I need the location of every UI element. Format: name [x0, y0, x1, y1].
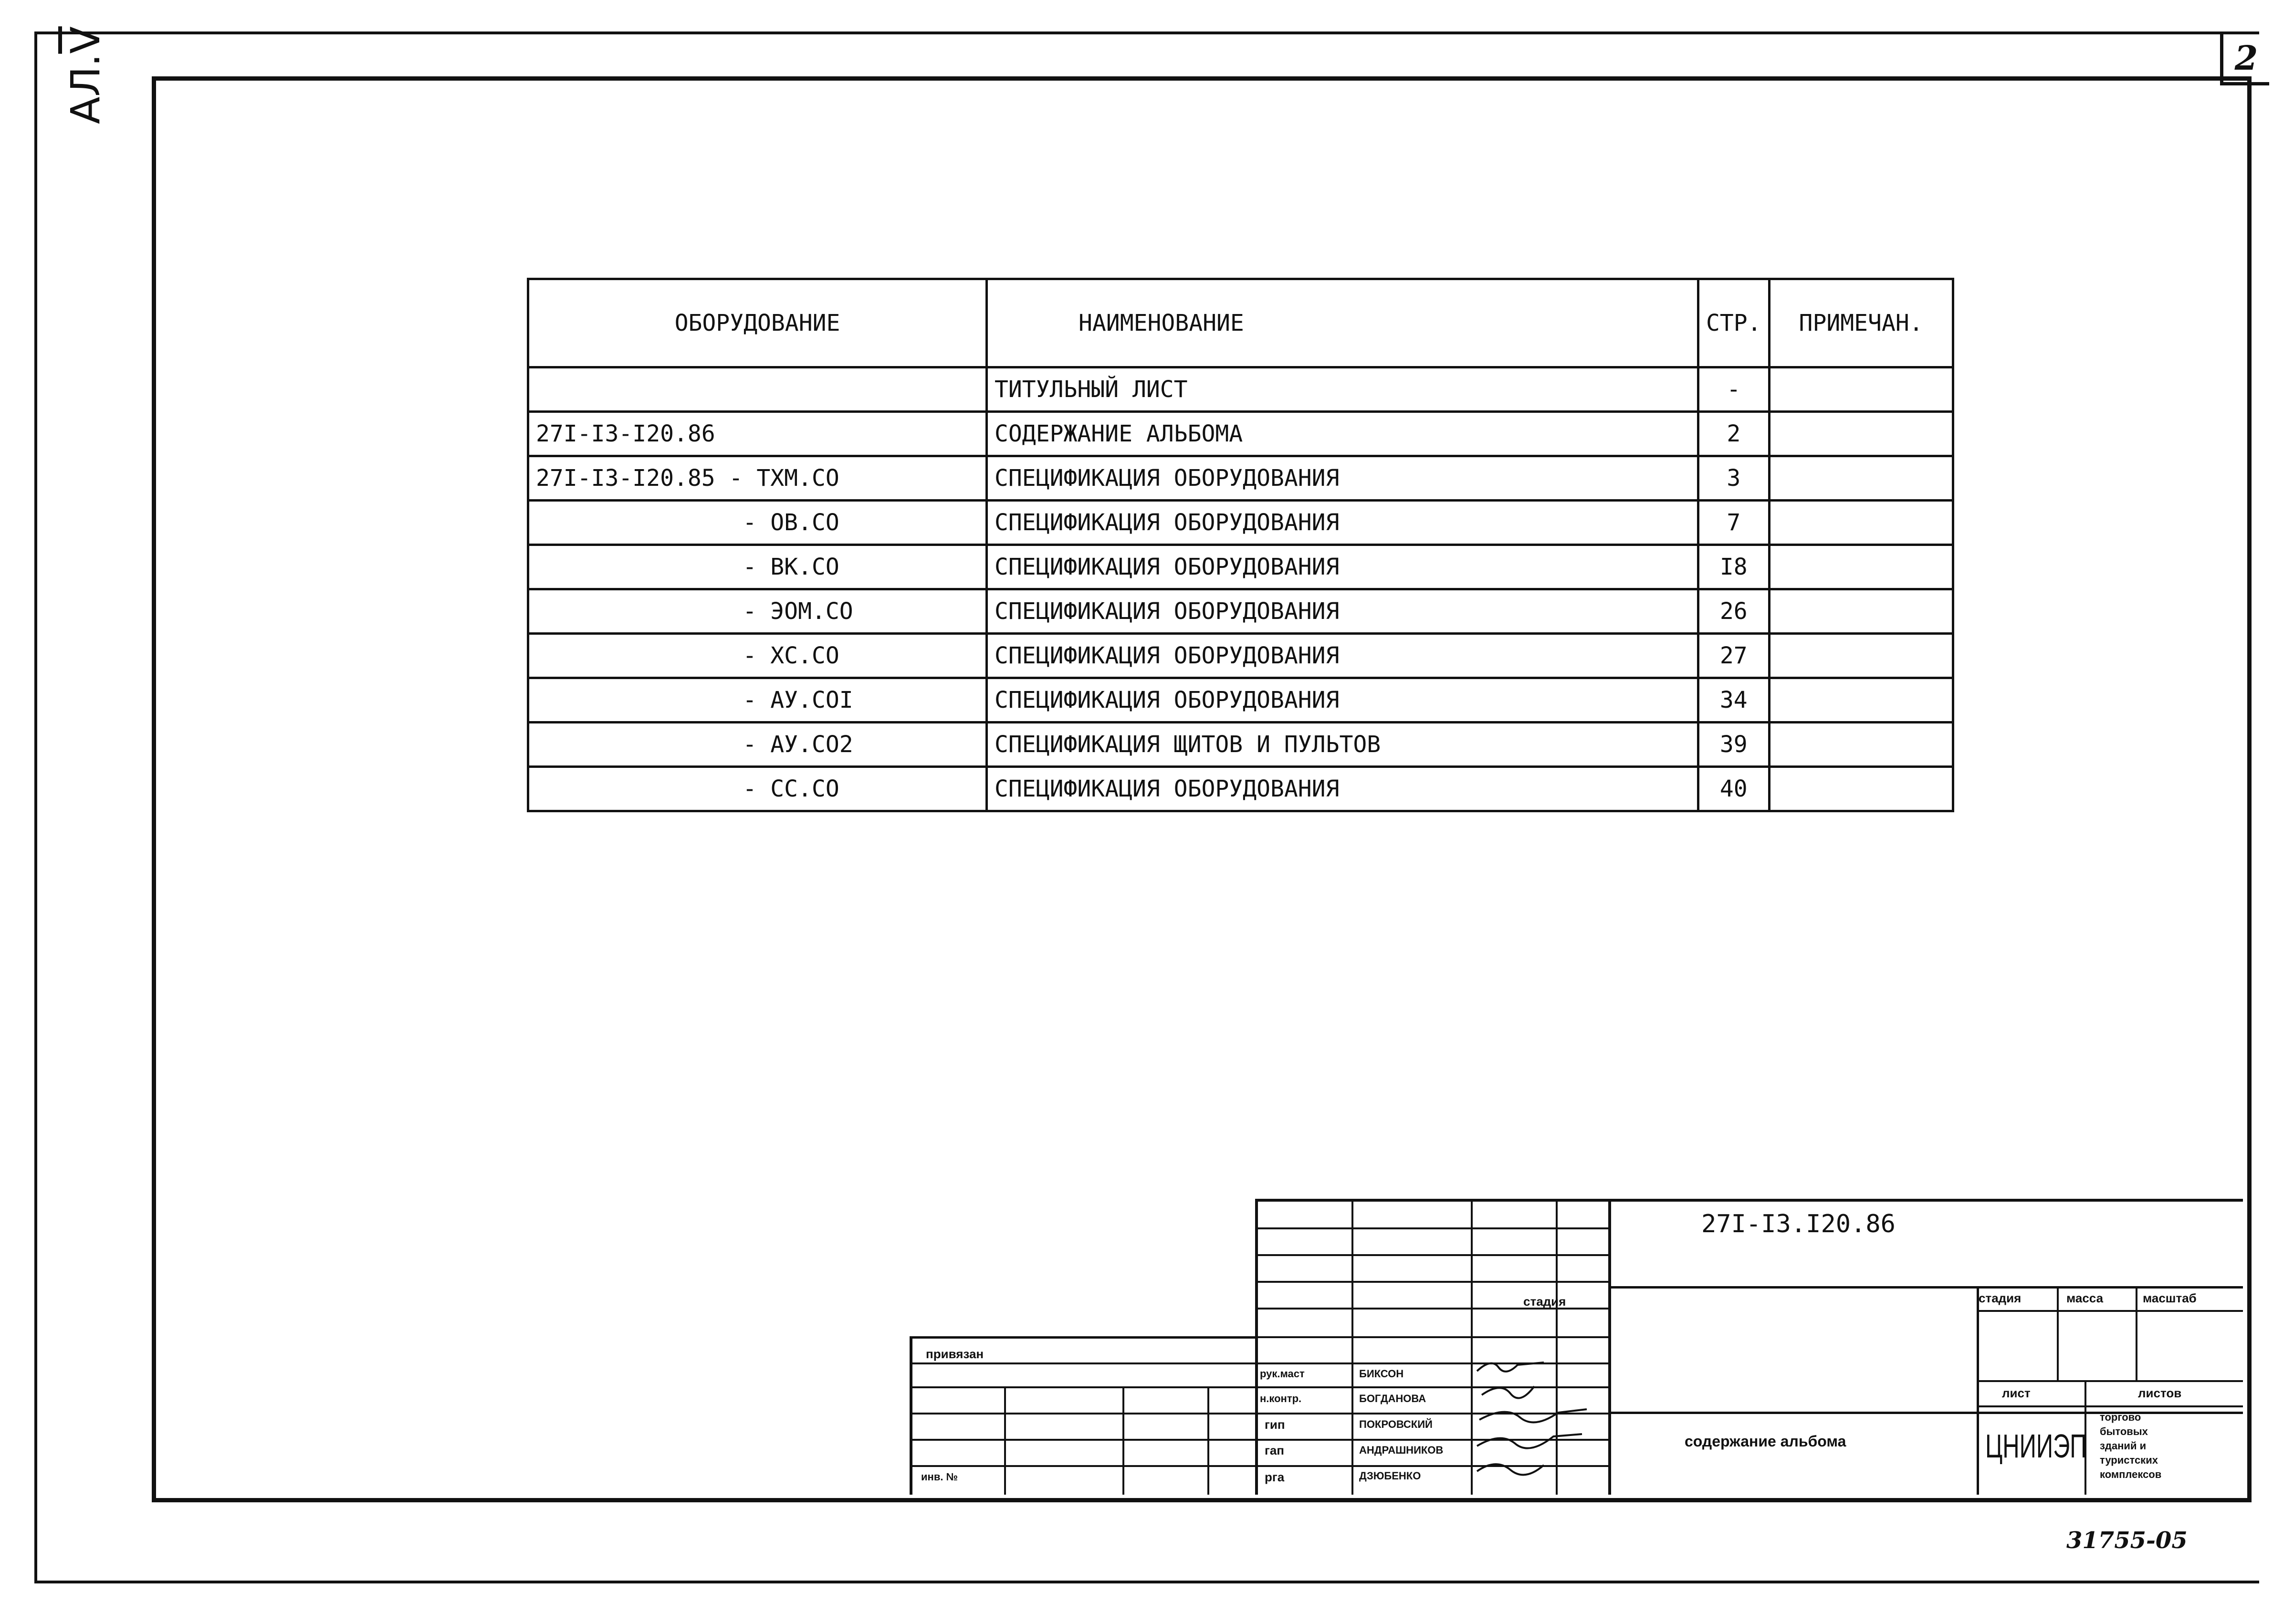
table-row	[528, 367, 1953, 412]
header-equipment: ОБОРУДОВАНИЕ	[528, 279, 987, 367]
name-2: БОГДАНОВА	[1359, 1393, 1426, 1404]
cell-page: 39	[1698, 723, 1770, 767]
cell-equipment: - СС.СО	[528, 767, 987, 811]
doc-title: содержание альбома	[1685, 1433, 1846, 1450]
role-2: н.контр.	[1260, 1393, 1302, 1404]
cell-page: 7	[1698, 501, 1770, 545]
cell-name: СПЕЦИФИКАЦИЯ ОБОРУДОВАНИЯ	[987, 545, 1698, 589]
cell-page: I8	[1698, 545, 1770, 589]
org-name: ЦНИИЭП	[1985, 1427, 2087, 1465]
table-header-row	[528, 279, 1953, 367]
table-row	[528, 678, 1953, 723]
org-desc-line: бытовых	[2100, 1425, 2148, 1437]
table-row	[528, 456, 1953, 501]
cell-note	[1769, 678, 1953, 723]
cell-name: СПЕЦИФИКАЦИЯ ОБОРУДОВАНИЯ	[987, 634, 1698, 678]
role-3: гип	[1265, 1417, 1285, 1432]
sheet-label: лист	[2002, 1386, 2031, 1400]
cell-note	[1769, 456, 1953, 501]
role-1: рук.маст	[1260, 1368, 1305, 1380]
table-row	[528, 634, 1953, 678]
header-name: НАИМЕНОВАНИЕ	[987, 279, 1698, 367]
cell-equipment: 27I-I3-I20.85 - ТХМ.СО	[528, 456, 987, 501]
stage-col-label: стадия	[1979, 1291, 2022, 1305]
cell-name: СПЕЦИФИКАЦИЯ ОБОРУДОВАНИЯ	[987, 589, 1698, 634]
role-5: рга	[1265, 1470, 1285, 1484]
scale-label: масштаб	[2143, 1291, 2197, 1305]
name-4: АНДРАШНИКОВ	[1359, 1444, 1444, 1456]
cell-equipment: - АУ.СОI	[528, 678, 987, 723]
cell-name: ТИТУЛЬНЫЙ ЛИСТ	[987, 367, 1698, 412]
album-label-prefix: АЛ.	[62, 53, 109, 124]
cell-name: СОДЕРЖАНИЕ АЛЬБОМА	[987, 412, 1698, 456]
header-page: СТР.	[1698, 279, 1770, 367]
sheets-label: листов	[2138, 1386, 2182, 1400]
cell-equipment: - ЭОМ.СО	[528, 589, 987, 634]
cell-page: 26	[1698, 589, 1770, 634]
name-1: БИКСОН	[1359, 1368, 1404, 1380]
table-row	[528, 412, 1953, 456]
cell-page: 34	[1698, 678, 1770, 723]
org-description	[2100, 1410, 2161, 1482]
cell-note	[1769, 545, 1953, 589]
album-label	[62, 26, 109, 124]
cell-name: СПЕЦИФИКАЦИЯ ОБОРУДОВАНИЯ	[987, 678, 1698, 723]
table-row	[528, 723, 1953, 767]
cell-equipment	[528, 367, 987, 412]
table-row	[528, 589, 1953, 634]
stamp-number: 31755-05	[2066, 1527, 2188, 1554]
cell-equipment: - ВК.СО	[528, 545, 987, 589]
cell-equipment: - ОВ.СО	[528, 501, 987, 545]
name-5: ДЗЮБЕНКО	[1359, 1470, 1421, 1482]
doc-code: 27I-I3.I20.86	[1701, 1210, 1896, 1238]
cell-name: СПЕЦИФИКАЦИЯ ОБОРУДОВАНИЯ	[987, 456, 1698, 501]
cell-page: 3	[1698, 456, 1770, 501]
cell-page: 40	[1698, 767, 1770, 811]
cell-name: СПЕЦИФИКАЦИЯ ОБОРУДОВАНИЯ	[987, 501, 1698, 545]
cell-note	[1769, 767, 1953, 811]
cell-note	[1769, 412, 1953, 456]
cell-equipment: - ХС.СО	[528, 634, 987, 678]
org-desc-line: торгово	[2100, 1411, 2141, 1423]
table-row	[528, 545, 1953, 589]
header-note: ПРИМЕЧАН.	[1769, 279, 1953, 367]
cell-name: СПЕЦИФИКАЦИЯ ЩИТОВ И ПУЛЬТОВ	[987, 723, 1698, 767]
cell-page: 2	[1698, 412, 1770, 456]
cell-note	[1769, 501, 1953, 545]
cell-equipment: 27I-I3-I20.86	[528, 412, 987, 456]
cell-page: -	[1698, 367, 1770, 412]
signatures	[1472, 1353, 1611, 1491]
cell-note	[1769, 367, 1953, 412]
privyazan-label: привязан	[926, 1347, 984, 1361]
cell-note	[1769, 634, 1953, 678]
table-row	[528, 767, 1953, 811]
org-desc-line: зданий и	[2100, 1440, 2147, 1452]
album-label-numeral: $\overline{V}$	[62, 26, 109, 54]
cell-page: 27	[1698, 634, 1770, 678]
org-desc-line: туристских	[2100, 1454, 2158, 1466]
name-3: ПОКРОВСКИЙ	[1359, 1418, 1433, 1430]
cell-name: СПЕЦИФИКАЦИЯ ОБОРУДОВАНИЯ	[987, 767, 1698, 811]
stage-label: стадия	[1523, 1294, 1566, 1309]
cell-note	[1769, 589, 1953, 634]
inv-no-label: инв. №	[921, 1471, 958, 1483]
role-4: гап	[1265, 1443, 1284, 1457]
contents-table	[527, 278, 1954, 812]
sheet-number: 2	[2220, 34, 2269, 85]
cell-note	[1769, 723, 1953, 767]
mass-label: масса	[2066, 1291, 2104, 1305]
org-desc-line: комплексов	[2100, 1468, 2162, 1480]
table-row	[528, 501, 1953, 545]
cell-equipment: - АУ.СО2	[528, 723, 987, 767]
